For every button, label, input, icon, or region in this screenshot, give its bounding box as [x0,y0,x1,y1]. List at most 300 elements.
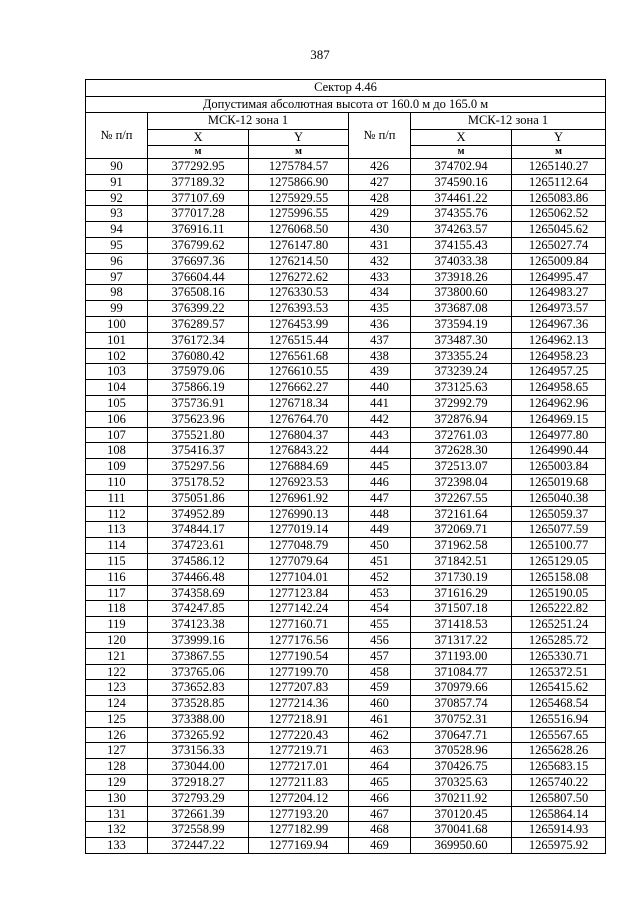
left-x-value: 373265.92 [148,727,249,743]
left-point-number: 121 [86,648,148,664]
left-point-number: 110 [86,474,148,490]
right-y-header: Y [512,129,606,146]
left-point-number: 126 [86,727,148,743]
right-y-value: 1264962.96 [512,395,606,411]
table-row [86,190,606,206]
left-y-value: 1275996.55 [249,206,349,222]
right-y-value: 1265045.62 [512,222,606,238]
table-row [86,253,606,269]
right-y-value: 1265683.15 [512,759,606,775]
right-x-value: 373918.26 [411,269,512,285]
right-y-value: 1265158.08 [512,569,606,585]
left-y-value: 1277219.71 [249,743,349,759]
right-point-number: 427 [349,174,411,190]
left-point-number: 130 [86,790,148,806]
right-y-value: 1265807.50 [512,790,606,806]
left-y-value: 1275929.55 [249,190,349,206]
table-row [86,775,606,791]
right-y-value: 1264962.13 [512,332,606,348]
right-x-value: 372761.03 [411,427,512,443]
right-y-value: 1265468.54 [512,696,606,712]
right-y-value: 1265864.14 [512,806,606,822]
left-y-value: 1277079.64 [249,553,349,569]
left-x-value: 376399.22 [148,301,249,317]
left-x-value: 375623.96 [148,411,249,427]
right-x-value: 372161.64 [411,506,512,522]
right-point-number: 460 [349,696,411,712]
right-x-value: 374590.16 [411,174,512,190]
right-point-number: 438 [349,348,411,364]
left-point-number: 107 [86,427,148,443]
table-row [86,237,606,253]
table-row [86,269,606,285]
left-y-value: 1277220.43 [249,727,349,743]
right-y-value: 1265059.37 [512,506,606,522]
right-point-number: 465 [349,775,411,791]
left-x-value: 374723.61 [148,538,249,554]
right-y-value: 1265914.93 [512,822,606,838]
right-y-value: 1264957.25 [512,364,606,380]
left-x-value: 375866.19 [148,380,249,396]
right-y-value: 1265330.71 [512,648,606,664]
right-x-value: 370528.96 [411,743,512,759]
right-y-value: 1265628.26 [512,743,606,759]
right-y-value: 1265372.51 [512,664,606,680]
left-point-number: 114 [86,538,148,554]
right-y-value: 1265040.38 [512,490,606,506]
left-x-value: 377292.95 [148,159,249,175]
left-y-value: 1276961.92 [249,490,349,506]
right-x-value: 372069.71 [411,522,512,538]
right-x-value: 373125.63 [411,380,512,396]
left-num-header: № п/п [86,113,148,159]
table-row [86,159,606,175]
right-y-value: 1265251.24 [512,617,606,633]
right-point-number: 450 [349,538,411,554]
table-row [86,364,606,380]
left-point-number: 100 [86,316,148,332]
right-point-number: 462 [349,727,411,743]
page-number: 387 [310,47,330,62]
table-row [86,617,606,633]
right-x-value: 371842.51 [411,553,512,569]
table-row [86,648,606,664]
right-y-unit: м [512,146,606,159]
table-row [86,585,606,601]
right-y-value: 1264990.44 [512,443,606,459]
left-x-value: 375416.37 [148,443,249,459]
left-y-value: 1277217.01 [249,759,349,775]
left-x-value: 373528.85 [148,696,249,712]
right-point-number: 431 [349,237,411,253]
left-point-number: 115 [86,553,148,569]
left-x-header: X [148,129,249,146]
left-y-value: 1276923.53 [249,474,349,490]
left-y-value: 1277190.54 [249,648,349,664]
right-y-value: 1264983.27 [512,285,606,301]
left-x-value: 375051.86 [148,490,249,506]
left-point-number: 120 [86,632,148,648]
right-x-value: 370857.74 [411,696,512,712]
right-x-value: 372992.79 [411,395,512,411]
right-x-value: 372628.30 [411,443,512,459]
left-y-value: 1277169.94 [249,838,349,854]
right-x-value: 370979.66 [411,680,512,696]
left-x-value: 375979.06 [148,364,249,380]
right-x-value: 371193.00 [411,648,512,664]
right-x-value: 374355.76 [411,206,512,222]
right-x-value: 374033.38 [411,253,512,269]
right-x-value: 374155.43 [411,237,512,253]
right-point-number: 459 [349,680,411,696]
right-point-number: 443 [349,427,411,443]
right-y-value: 1264977.80 [512,427,606,443]
left-y-value: 1276214.50 [249,253,349,269]
right-y-value: 1264995.47 [512,269,606,285]
left-x-value: 376172.34 [148,332,249,348]
right-point-number: 461 [349,711,411,727]
left-y-value: 1276393.53 [249,301,349,317]
left-x-value: 373765.06 [148,664,249,680]
table-row [86,332,606,348]
right-y-value: 1265019.68 [512,474,606,490]
table-row [86,206,606,222]
left-x-value: 374952.89 [148,506,249,522]
right-point-number: 442 [349,411,411,427]
right-x-value: 373239.24 [411,364,512,380]
left-y-value: 1276843.22 [249,443,349,459]
right-point-number: 457 [349,648,411,664]
right-x-value: 370647.71 [411,727,512,743]
table-row [86,443,606,459]
left-x-value: 373044.00 [148,759,249,775]
left-x-value: 372793.29 [148,790,249,806]
left-point-number: 112 [86,506,148,522]
left-x-value: 374247.85 [148,601,249,617]
left-y-value: 1276990.13 [249,506,349,522]
right-x-value: 370120.45 [411,806,512,822]
left-x-value: 376508.16 [148,285,249,301]
right-x-value: 372876.94 [411,411,512,427]
right-x-value: 371962.58 [411,538,512,554]
table-row [86,806,606,822]
right-y-value: 1265285.72 [512,632,606,648]
table-row [86,632,606,648]
left-point-number: 95 [86,237,148,253]
right-y-value: 1265062.52 [512,206,606,222]
left-x-value: 372447.22 [148,838,249,854]
left-point-number: 119 [86,617,148,633]
right-y-value: 1265740.22 [512,775,606,791]
left-point-number: 93 [86,206,148,222]
table-row [86,838,606,854]
left-y-value: 1277199.70 [249,664,349,680]
left-y-header: Y [249,129,349,146]
right-point-number: 436 [349,316,411,332]
table-row [86,664,606,680]
left-point-number: 125 [86,711,148,727]
right-y-value: 1265567.65 [512,727,606,743]
right-x-value: 373800.60 [411,285,512,301]
left-y-value: 1277182.99 [249,822,349,838]
right-point-number: 426 [349,159,411,175]
table-row [86,553,606,569]
table-row [86,743,606,759]
right-x-value: 372513.07 [411,459,512,475]
left-point-number: 98 [86,285,148,301]
right-x-value: 369950.60 [411,838,512,854]
right-x-header: X [411,129,512,146]
right-x-value: 373687.08 [411,301,512,317]
right-y-value: 1265077.59 [512,522,606,538]
left-point-number: 128 [86,759,148,775]
table-row [86,538,606,554]
left-y-value: 1275784.57 [249,159,349,175]
right-x-value: 374702.94 [411,159,512,175]
table-row [86,285,606,301]
right-y-value: 1265222.82 [512,601,606,617]
table-row [86,348,606,364]
left-y-value: 1277193.20 [249,806,349,822]
right-point-number: 455 [349,617,411,633]
left-x-value: 373388.00 [148,711,249,727]
left-point-number: 105 [86,395,148,411]
left-y-value: 1277176.56 [249,632,349,648]
left-point-number: 113 [86,522,148,538]
left-y-value: 1276561.68 [249,348,349,364]
right-zone-header: МСК-12 зона 1 [411,113,606,130]
left-y-unit: м [249,146,349,159]
right-x-value: 371616.29 [411,585,512,601]
left-y-value: 1277019.14 [249,522,349,538]
right-x-value: 371317.22 [411,632,512,648]
right-y-value: 1265190.05 [512,585,606,601]
coordinates-table [85,79,606,854]
table-row [86,696,606,712]
left-point-number: 101 [86,332,148,348]
right-x-value: 373594.19 [411,316,512,332]
left-point-number: 99 [86,301,148,317]
table-row [86,427,606,443]
right-point-number: 441 [349,395,411,411]
sector-title: Сектор 4.46 [86,80,606,97]
right-x-value: 371507.18 [411,601,512,617]
left-x-value: 377189.32 [148,174,249,190]
right-x-value: 370211.92 [411,790,512,806]
right-point-number: 468 [349,822,411,838]
left-point-number: 131 [86,806,148,822]
right-y-value: 1264958.65 [512,380,606,396]
table-row [86,759,606,775]
right-y-value: 1264958.23 [512,348,606,364]
table-row [86,569,606,585]
left-point-number: 118 [86,601,148,617]
table-row [86,411,606,427]
left-y-value: 1277048.79 [249,538,349,554]
right-x-value: 371418.53 [411,617,512,633]
right-point-number: 440 [349,380,411,396]
left-point-number: 108 [86,443,148,459]
right-point-number: 452 [349,569,411,585]
right-x-value: 373487.30 [411,332,512,348]
right-point-number: 447 [349,490,411,506]
left-point-number: 92 [86,190,148,206]
table-row [86,474,606,490]
left-point-number: 123 [86,680,148,696]
left-y-value: 1277142.24 [249,601,349,617]
left-y-value: 1276718.34 [249,395,349,411]
left-x-value: 374466.48 [148,569,249,585]
right-point-number: 466 [349,790,411,806]
right-y-value: 1265975.92 [512,838,606,854]
right-point-number: 469 [349,838,411,854]
table-body [86,159,606,854]
left-x-unit: м [148,146,249,159]
left-x-value: 374358.69 [148,585,249,601]
right-x-value: 372267.55 [411,490,512,506]
table-row [86,380,606,396]
left-point-number: 96 [86,253,148,269]
left-point-number: 127 [86,743,148,759]
table-row [86,174,606,190]
right-y-value: 1265003.84 [512,459,606,475]
right-x-value: 373355.24 [411,348,512,364]
right-point-number: 453 [349,585,411,601]
left-point-number: 109 [86,459,148,475]
right-y-value: 1265415.62 [512,680,606,696]
table-row [86,790,606,806]
right-point-number: 458 [349,664,411,680]
right-point-number: 428 [349,190,411,206]
right-x-value: 370752.31 [411,711,512,727]
left-point-number: 117 [86,585,148,601]
left-y-value: 1276884.69 [249,459,349,475]
left-y-value: 1276804.37 [249,427,349,443]
right-x-value: 370325.63 [411,775,512,791]
right-point-number: 451 [349,553,411,569]
left-point-number: 132 [86,822,148,838]
left-x-value: 374844.17 [148,522,249,538]
table-row [86,680,606,696]
left-x-value: 374586.12 [148,553,249,569]
left-x-value: 375736.91 [148,395,249,411]
right-y-value: 1265516.94 [512,711,606,727]
left-point-number: 90 [86,159,148,175]
left-x-value: 377017.28 [148,206,249,222]
left-x-value: 372918.27 [148,775,249,791]
right-x-value: 370041.68 [411,822,512,838]
right-point-number: 434 [349,285,411,301]
left-x-value: 374123.38 [148,617,249,633]
table-row [86,601,606,617]
left-x-value: 376604.44 [148,269,249,285]
table-row [86,459,606,475]
left-point-number: 103 [86,364,148,380]
left-x-value: 375521.80 [148,427,249,443]
right-y-value: 1265009.84 [512,253,606,269]
left-point-number: 91 [86,174,148,190]
left-x-value: 376916.11 [148,222,249,238]
left-x-value: 376080.42 [148,348,249,364]
left-x-value: 376289.57 [148,316,249,332]
left-y-value: 1277211.83 [249,775,349,791]
right-point-number: 439 [349,364,411,380]
right-point-number: 446 [349,474,411,490]
right-y-value: 1265140.27 [512,159,606,175]
table-row [86,711,606,727]
left-x-value: 376697.36 [148,253,249,269]
left-point-number: 133 [86,838,148,854]
left-x-value: 372558.99 [148,822,249,838]
table-row [86,222,606,238]
left-y-value: 1276515.44 [249,332,349,348]
left-y-value: 1275866.90 [249,174,349,190]
left-point-number: 124 [86,696,148,712]
right-num-header: № п/п [349,113,411,159]
left-point-number: 102 [86,348,148,364]
left-y-value: 1276330.53 [249,285,349,301]
left-y-value: 1276068.50 [249,222,349,238]
right-point-number: 433 [349,269,411,285]
left-y-value: 1277123.84 [249,585,349,601]
left-y-value: 1277214.36 [249,696,349,712]
right-y-value: 1264967.36 [512,316,606,332]
right-x-value: 370426.75 [411,759,512,775]
right-point-number: 429 [349,206,411,222]
right-y-value: 1265083.86 [512,190,606,206]
left-x-value: 375297.56 [148,459,249,475]
left-x-value: 373156.33 [148,743,249,759]
left-x-value: 373867.55 [148,648,249,664]
right-y-value: 1265027.74 [512,237,606,253]
left-y-value: 1277204.12 [249,790,349,806]
right-y-value: 1265100.77 [512,538,606,554]
right-point-number: 467 [349,806,411,822]
left-x-value: 372661.39 [148,806,249,822]
right-y-value: 1264973.57 [512,301,606,317]
left-y-value: 1277207.83 [249,680,349,696]
right-point-number: 454 [349,601,411,617]
right-y-value: 1265112.64 [512,174,606,190]
right-x-value: 374263.57 [411,222,512,238]
left-x-value: 377107.69 [148,190,249,206]
left-point-number: 116 [86,569,148,585]
right-point-number: 463 [349,743,411,759]
table-row [86,395,606,411]
table-row [86,316,606,332]
right-point-number: 448 [349,506,411,522]
left-point-number: 104 [86,380,148,396]
left-x-value: 376799.62 [148,237,249,253]
right-point-number: 432 [349,253,411,269]
altitude-range-title: Допустимая абсолютная высота от 160.0 м до 165.0 м [86,96,606,113]
right-x-value: 372398.04 [411,474,512,490]
left-x-value: 375178.52 [148,474,249,490]
right-point-number: 437 [349,332,411,348]
right-y-value: 1265129.05 [512,553,606,569]
left-point-number: 122 [86,664,148,680]
table-row [86,301,606,317]
left-point-number: 97 [86,269,148,285]
left-point-number: 94 [86,222,148,238]
left-y-value: 1276453.99 [249,316,349,332]
left-x-value: 373652.83 [148,680,249,696]
right-point-number: 456 [349,632,411,648]
right-point-number: 435 [349,301,411,317]
right-point-number: 430 [349,222,411,238]
right-x-unit: м [411,146,512,159]
left-point-number: 111 [86,490,148,506]
